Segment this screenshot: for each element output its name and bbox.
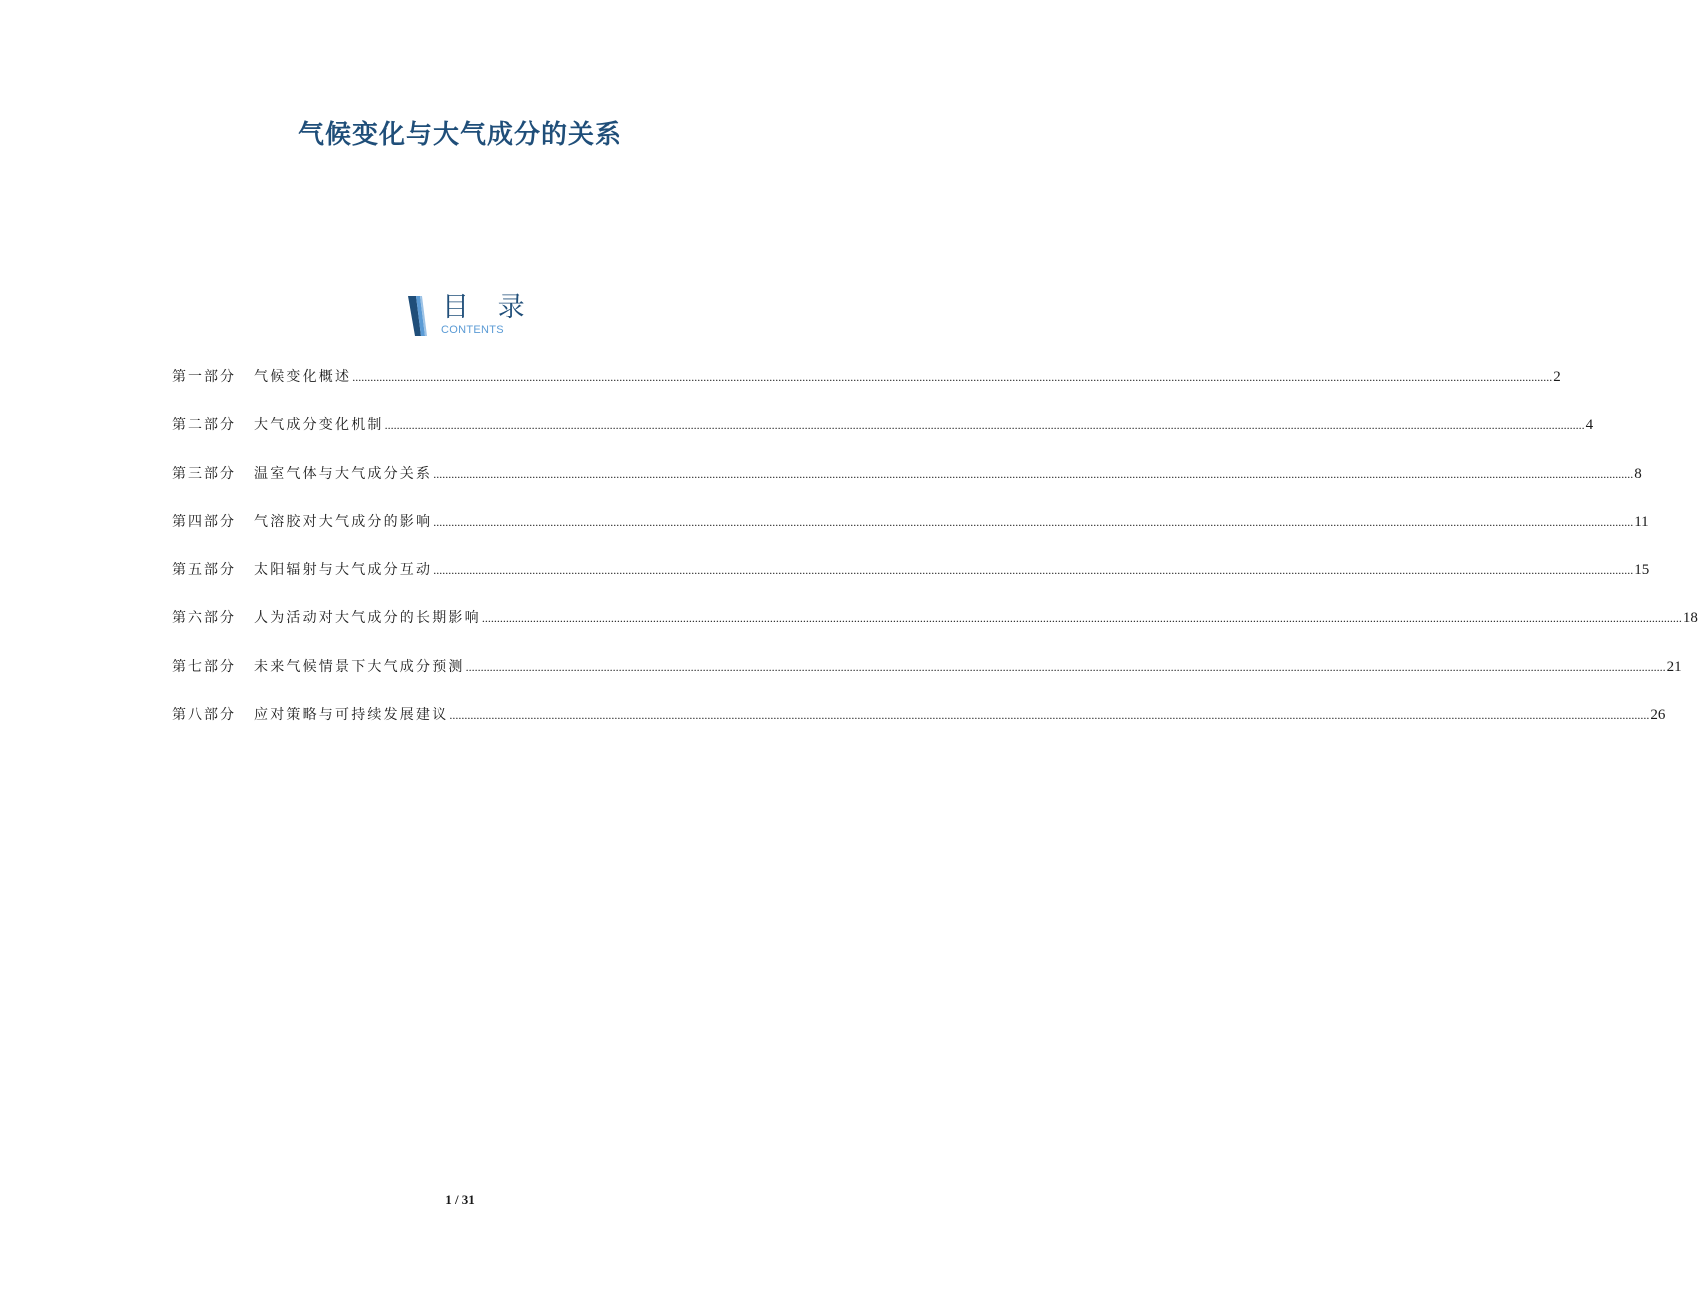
toc-dot-leader: ................................................................................................................................................................................................................................................................................................................................................................................................................ (433, 563, 1634, 578)
toc-entry-5[interactable] (172, 558, 1650, 606)
toc-entry-title[interactable]: 太阳辐射与大气成分互动 (254, 562, 433, 579)
toc-entry-page[interactable]: 8 (1634, 465, 1642, 482)
toc-entry-page[interactable]: 15 (1634, 562, 1650, 579)
toc-entry-title[interactable]: 气候变化概述 (254, 369, 352, 385)
toc-entry-8[interactable] (172, 703, 1666, 751)
toc-entry-page[interactable]: 26 (1650, 707, 1666, 724)
toc-entry-part: 第四部分 (172, 513, 236, 530)
book-spine-logo-icon (404, 294, 430, 338)
toc-entry-part: 第六部分 (172, 610, 236, 627)
toc-entry-page[interactable]: 2 (1553, 369, 1561, 385)
toc-entry-title[interactable]: 气溶胶对大气成分的影响 (254, 513, 433, 530)
toc-entry-page[interactable]: 18 (1682, 610, 1698, 627)
document-title: 气候变化与大气成分的关系 (297, 120, 622, 150)
toc-dot-leader: ................................................................................................................................................................................................................................................................................................................................................................................................................ (433, 514, 1634, 529)
toc-entry-page[interactable]: 21 (1666, 658, 1682, 675)
toc-entry-part: 第一部分 (172, 369, 236, 385)
toc-dot-leader: ................................................................................................................................................................................................................................................................................................................................................................................................................ (465, 659, 1666, 674)
toc-heading: 目 录 (442, 292, 535, 323)
toc-entry-title[interactable]: 未来气候情景下大气成分预测 (254, 658, 465, 675)
toc-entry-6[interactable] (172, 606, 1698, 654)
toc-entry-2[interactable] (172, 413, 1594, 461)
toc-entry-part: 第二部分 (172, 417, 236, 434)
toc-header (404, 292, 534, 342)
toc-dot-leader: ................................................................................................................................................................................................................................................................................................................................................................................................................ (384, 418, 1585, 433)
toc-subheading: CONTENTS (441, 324, 504, 336)
toc-entry-3[interactable] (172, 462, 1642, 510)
toc-entry-7[interactable] (172, 655, 1682, 703)
toc-entry-page[interactable]: 11 (1634, 513, 1649, 530)
toc-entry-page[interactable]: 4 (1585, 417, 1594, 434)
toc-entry-part: 第七部分 (172, 658, 236, 675)
toc-entry-title[interactable]: 大气成分变化机制 (254, 417, 384, 434)
toc-entry-title[interactable]: 人为活动对大气成分的长期影响 (254, 610, 481, 627)
toc-list (172, 365, 1698, 751)
toc-entry-title[interactable]: 应对策略与可持续发展建议 (254, 707, 449, 724)
toc-dot-leader: ................................................................................................................................................................................................................................................................................................................................................................................................................ (449, 708, 1650, 723)
page-number: 1 / 31 (445, 1192, 475, 1207)
toc-dot-leader: ................................................................................................................................................................................................................................................................................................................................................................................................................ (481, 611, 1682, 626)
toc-entry-part: 第五部分 (172, 562, 236, 579)
toc-entry-part: 第三部分 (172, 465, 236, 482)
toc-entry-1[interactable] (172, 365, 1561, 413)
toc-entry-title[interactable]: 温室气体与大气成分关系 (254, 465, 433, 482)
toc-entry-part: 第八部分 (172, 707, 236, 724)
toc-entry-4[interactable] (172, 510, 1649, 558)
toc-dot-leader: ................................................................................................................................................................................................................................................................................................................................................................................................................ (352, 370, 1553, 384)
toc-dot-leader: ................................................................................................................................................................................................................................................................................................................................................................................................................ (433, 466, 1634, 481)
